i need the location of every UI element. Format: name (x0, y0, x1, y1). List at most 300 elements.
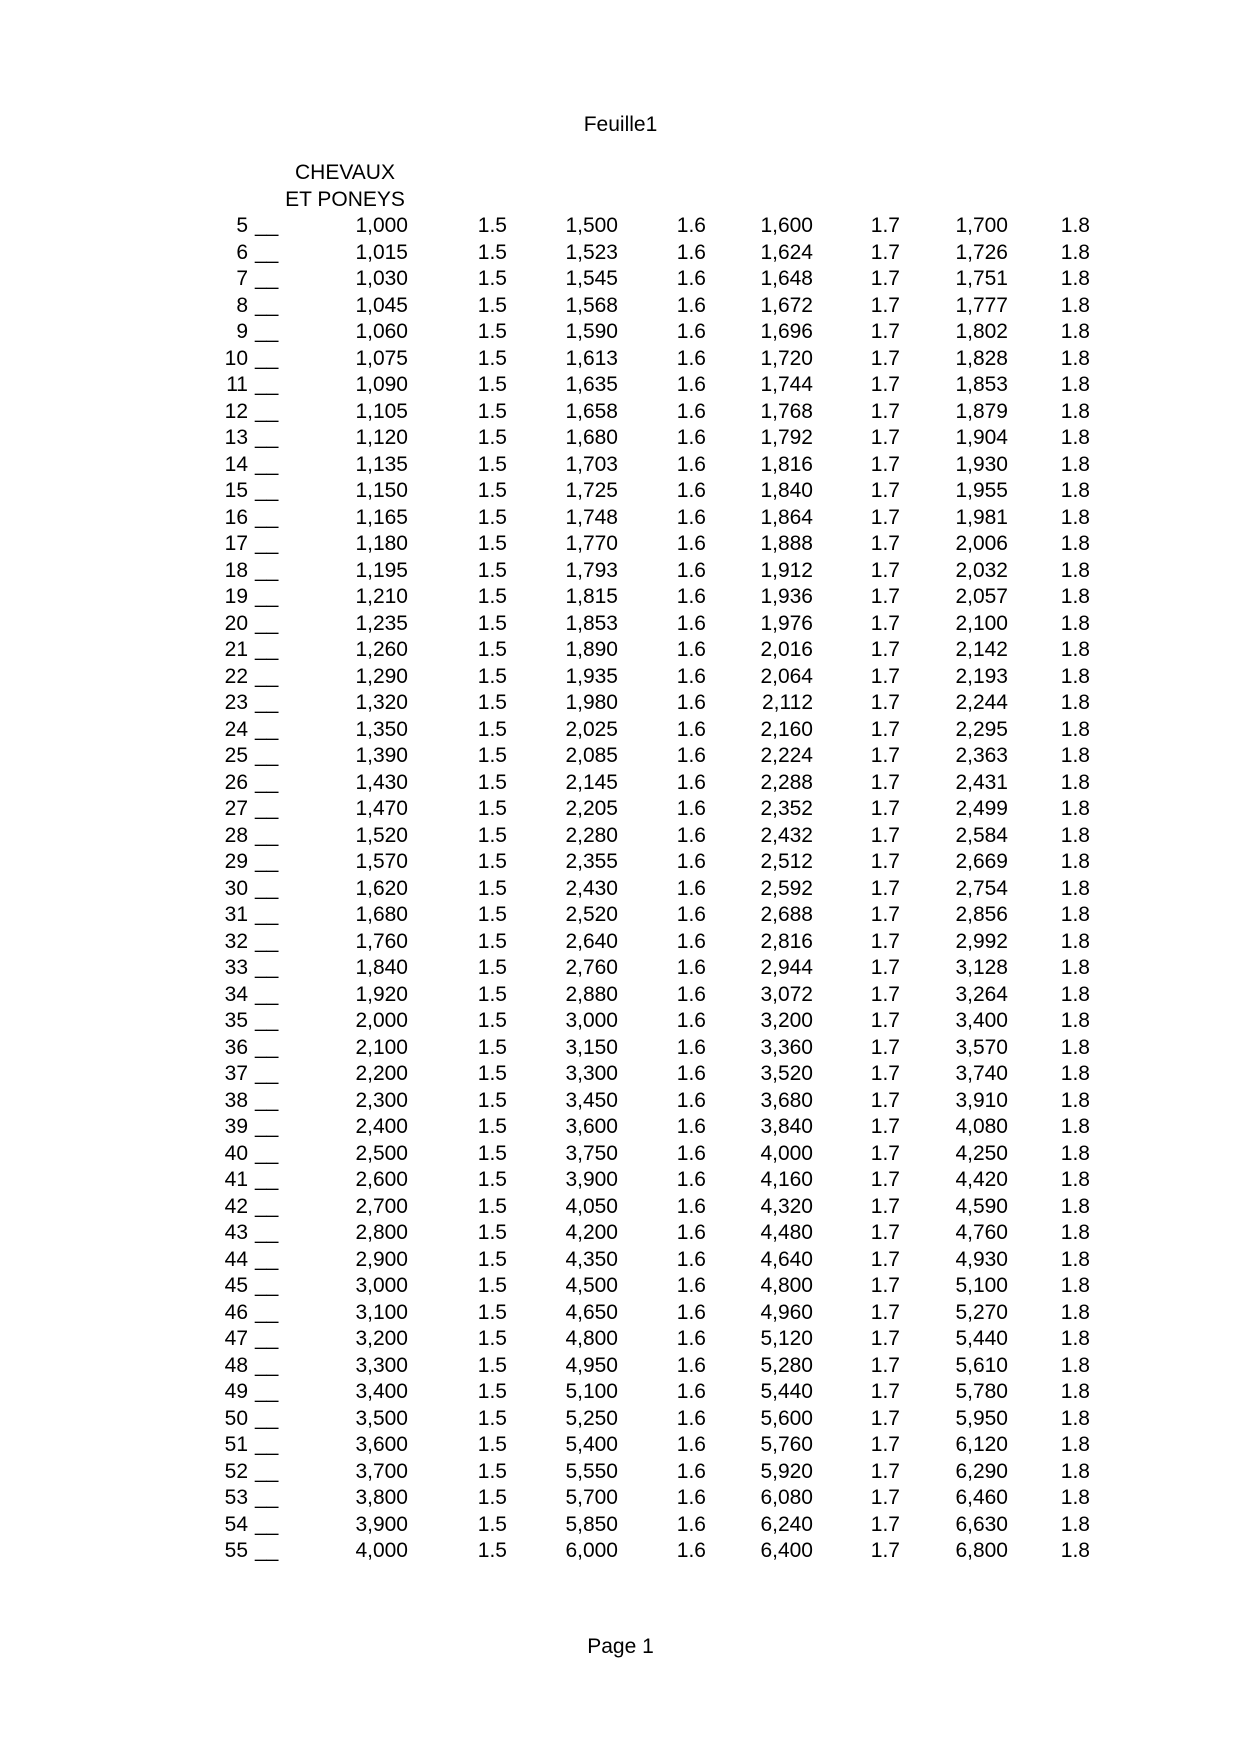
value-times-1-6-cell: 6,080 (760, 1486, 813, 1509)
multiplier-1-7-cell: 1.7 (870, 452, 900, 476)
value-times-1-5-cell: 5,700 (565, 1486, 618, 1509)
row-number-cell: 5 (236, 214, 248, 237)
table-row (190, 823, 1090, 850)
value-times-1-5-cell: 5,100 (565, 1380, 618, 1403)
base-value-cell: 3,000 (355, 1274, 408, 1297)
value-times-1-6-cell: 2,512 (760, 850, 813, 873)
row-mark-cell: __ (255, 929, 279, 953)
value-times-1-5-cell: 2,355 (565, 850, 618, 873)
multiplier-1-5-cell: 1.5 (477, 240, 507, 264)
base-value-cell: 2,300 (355, 1088, 408, 1112)
table-row (190, 1300, 1090, 1327)
value-times-1-7-cell: 1,904 (955, 426, 1008, 449)
row-number-cell: 45 (224, 1274, 248, 1297)
multiplier-1-7-cell: 1.7 (870, 1353, 900, 1377)
row-mark-cell: __ (255, 1115, 279, 1138)
value-times-1-6-cell: 4,320 (760, 1194, 813, 1218)
multiplier-1-6-cell: 1.6 (676, 1486, 706, 1509)
multiplier-1-7-cell: 1.7 (870, 1194, 900, 1218)
value-times-1-5-cell: 5,400 (565, 1433, 618, 1456)
value-times-1-7-cell: 5,440 (955, 1327, 1008, 1350)
multiplier-1-5-cell: 1.5 (477, 1539, 507, 1562)
multiplier-1-8-cell: 1.8 (1060, 1115, 1090, 1138)
multiplier-1-8-cell: 1.8 (1060, 691, 1090, 714)
row-number-cell: 15 (224, 479, 248, 502)
multiplier-1-7-cell: 1.7 (870, 982, 900, 1006)
base-value-cell: 1,520 (355, 823, 408, 847)
value-times-1-7-cell: 6,630 (955, 1512, 1008, 1536)
row-number-cell: 37 (224, 1062, 248, 1085)
base-value-cell: 1,015 (355, 240, 408, 264)
row-number-cell: 9 (236, 320, 248, 343)
row-number-cell: 30 (224, 876, 248, 900)
row-mark-cell: __ (255, 1194, 279, 1218)
multiplier-1-5-cell: 1.5 (477, 982, 507, 1006)
multiplier-1-5-cell: 1.5 (477, 611, 507, 635)
multiplier-1-6-cell: 1.6 (676, 744, 706, 767)
row-number-cell: 35 (224, 1009, 248, 1032)
value-times-1-7-cell: 1,828 (955, 346, 1008, 370)
multiplier-1-6-cell: 1.6 (676, 1009, 706, 1032)
row-number-cell: 23 (224, 691, 248, 714)
multiplier-1-7-cell: 1.7 (870, 717, 900, 741)
value-times-1-7-cell: 1,955 (955, 479, 1008, 502)
multiplier-1-6-cell: 1.6 (676, 770, 706, 794)
multiplier-1-6-cell: 1.6 (676, 267, 706, 290)
base-value-cell: 1,620 (355, 876, 408, 900)
multiplier-1-6-cell: 1.6 (676, 426, 706, 449)
multiplier-1-8-cell: 1.8 (1060, 1380, 1090, 1403)
value-times-1-5-cell: 3,600 (565, 1115, 618, 1138)
multiplier-1-6-cell: 1.6 (676, 903, 706, 926)
multiplier-1-5-cell: 1.5 (477, 479, 507, 502)
value-times-1-6-cell: 4,480 (760, 1221, 813, 1244)
table-row (190, 1114, 1090, 1141)
multiplier-1-7-cell: 1.7 (870, 532, 900, 555)
multiplier-1-6-cell: 1.6 (676, 1433, 706, 1456)
value-times-1-7-cell: 4,930 (955, 1247, 1008, 1271)
value-times-1-5-cell: 2,280 (565, 823, 618, 847)
value-times-1-7-cell: 2,100 (955, 611, 1008, 635)
multiplier-1-5-cell: 1.5 (477, 1380, 507, 1403)
row-number-cell: 47 (224, 1327, 248, 1350)
multiplier-1-8-cell: 1.8 (1060, 267, 1090, 290)
multiplier-1-8-cell: 1.8 (1060, 1141, 1090, 1165)
multiplier-1-8-cell: 1.8 (1060, 797, 1090, 820)
value-times-1-5-cell: 1,980 (565, 691, 618, 714)
base-value-cell: 1,920 (355, 982, 408, 1006)
multiplier-1-5-cell: 1.5 (477, 1062, 507, 1085)
value-times-1-7-cell: 5,780 (955, 1380, 1008, 1403)
value-times-1-5-cell: 2,520 (565, 903, 618, 926)
row-mark-cell: __ (255, 452, 279, 476)
table-row (190, 1088, 1090, 1115)
multiplier-1-5-cell: 1.5 (477, 452, 507, 476)
multiplier-1-7-cell: 1.7 (870, 1062, 900, 1085)
multiplier-1-8-cell: 1.8 (1060, 505, 1090, 529)
value-times-1-5-cell: 1,545 (565, 267, 618, 290)
row-mark-cell: __ (255, 691, 279, 714)
value-times-1-7-cell: 1,726 (955, 240, 1008, 264)
value-times-1-5-cell: 1,935 (565, 664, 618, 688)
row-number-cell: 21 (224, 638, 248, 661)
row-mark-cell: __ (255, 505, 279, 529)
row-number-cell: 17 (224, 532, 248, 555)
multiplier-1-8-cell: 1.8 (1060, 479, 1090, 502)
multiplier-1-7-cell: 1.7 (870, 1115, 900, 1138)
base-value-cell: 1,320 (355, 691, 408, 714)
value-times-1-5-cell: 1,680 (565, 426, 618, 449)
row-mark-cell: __ (255, 611, 279, 635)
base-value-cell: 1,350 (355, 717, 408, 741)
multiplier-1-6-cell: 1.6 (676, 638, 706, 661)
value-times-1-7-cell: 2,992 (955, 929, 1008, 953)
value-times-1-7-cell: 4,760 (955, 1221, 1008, 1244)
multiplier-1-7-cell: 1.7 (870, 850, 900, 873)
base-value-cell: 1,235 (355, 611, 408, 635)
value-times-1-6-cell: 1,720 (760, 346, 813, 370)
table-row (190, 1141, 1090, 1168)
value-times-1-6-cell: 2,064 (760, 664, 813, 688)
multiplier-1-7-cell: 1.7 (870, 1009, 900, 1032)
table-row (190, 452, 1090, 479)
value-times-1-5-cell: 4,950 (565, 1353, 618, 1377)
row-number-cell: 13 (224, 426, 248, 449)
value-times-1-6-cell: 5,760 (760, 1433, 813, 1456)
table-row (190, 1459, 1090, 1486)
table-title-line2: ET PONEYS (285, 187, 405, 211)
row-mark-cell: __ (255, 1300, 279, 1324)
multiplier-1-5-cell: 1.5 (477, 1115, 507, 1138)
multiplier-1-7-cell: 1.7 (870, 611, 900, 635)
table-row (190, 478, 1090, 505)
row-mark-cell: __ (255, 638, 279, 661)
multiplier-1-8-cell: 1.8 (1060, 1327, 1090, 1350)
table-row (190, 1273, 1090, 1300)
base-value-cell: 2,800 (355, 1221, 408, 1244)
row-number-cell: 27 (224, 797, 248, 820)
row-mark-cell: __ (255, 479, 279, 502)
multiplier-1-7-cell: 1.7 (870, 876, 900, 900)
multiplier-1-8-cell: 1.8 (1060, 1168, 1090, 1191)
multiplier-1-6-cell: 1.6 (676, 1380, 706, 1403)
multiplier-1-5-cell: 1.5 (477, 320, 507, 343)
base-value-cell: 2,900 (355, 1247, 408, 1271)
multiplier-1-8-cell: 1.8 (1060, 1512, 1090, 1536)
multiplier-1-6-cell: 1.6 (676, 346, 706, 370)
value-times-1-7-cell: 4,080 (955, 1115, 1008, 1138)
multiplier-1-6-cell: 1.6 (676, 1141, 706, 1165)
value-times-1-5-cell: 2,085 (565, 744, 618, 767)
value-times-1-5-cell: 4,050 (565, 1194, 618, 1218)
sheet-name-header: Feuille1 (583, 113, 658, 136)
table-row (190, 425, 1090, 452)
value-times-1-5-cell: 4,650 (565, 1300, 618, 1324)
row-number-cell: 51 (224, 1433, 248, 1456)
base-value-cell: 3,300 (355, 1353, 408, 1377)
value-times-1-6-cell: 5,600 (760, 1406, 813, 1430)
value-times-1-7-cell: 1,930 (955, 452, 1008, 476)
multiplier-1-6-cell: 1.6 (676, 1168, 706, 1191)
multiplier-1-5-cell: 1.5 (477, 1194, 507, 1218)
value-times-1-6-cell: 1,600 (760, 214, 813, 237)
row-mark-cell: __ (255, 1247, 279, 1271)
table-row (190, 690, 1090, 717)
multiplier-1-8-cell: 1.8 (1060, 1486, 1090, 1509)
multiplier-1-7-cell: 1.7 (870, 770, 900, 794)
multiplier-1-5-cell: 1.5 (477, 744, 507, 767)
multiplier-1-5-cell: 1.5 (477, 293, 507, 317)
multiplier-1-6-cell: 1.6 (676, 1088, 706, 1112)
value-times-1-7-cell: 3,910 (955, 1088, 1008, 1112)
row-number-cell: 8 (236, 293, 248, 317)
multiplier-1-8-cell: 1.8 (1060, 240, 1090, 264)
base-value-cell: 1,260 (355, 638, 408, 661)
multiplier-1-5-cell: 1.5 (477, 1300, 507, 1324)
value-times-1-5-cell: 5,250 (565, 1406, 618, 1430)
multiplier-1-6-cell: 1.6 (676, 876, 706, 900)
multiplier-1-5-cell: 1.5 (477, 373, 507, 396)
multiplier-1-7-cell: 1.7 (870, 1380, 900, 1403)
multiplier-1-6-cell: 1.6 (676, 850, 706, 873)
multiplier-1-7-cell: 1.7 (870, 823, 900, 847)
multiplier-1-7-cell: 1.7 (870, 1274, 900, 1297)
value-times-1-5-cell: 1,725 (565, 479, 618, 502)
multiplier-1-5-cell: 1.5 (477, 717, 507, 741)
multiplier-1-8-cell: 1.8 (1060, 1433, 1090, 1456)
multiplier-1-7-cell: 1.7 (870, 399, 900, 423)
multiplier-1-8-cell: 1.8 (1060, 346, 1090, 370)
multiplier-1-6-cell: 1.6 (676, 1512, 706, 1536)
value-times-1-7-cell: 3,740 (955, 1062, 1008, 1085)
table-row (190, 372, 1090, 399)
value-times-1-5-cell: 2,145 (565, 770, 618, 794)
multiplier-1-8-cell: 1.8 (1060, 1009, 1090, 1032)
multiplier-1-7-cell: 1.7 (870, 1433, 900, 1456)
multiplier-1-7-cell: 1.7 (870, 903, 900, 926)
row-number-cell: 49 (224, 1380, 248, 1403)
row-number-cell: 18 (224, 558, 248, 582)
row-mark-cell: __ (255, 744, 279, 767)
row-number-cell: 31 (224, 903, 248, 926)
row-number-cell: 33 (224, 956, 248, 979)
multiplier-1-8-cell: 1.8 (1060, 373, 1090, 396)
value-times-1-7-cell: 2,856 (955, 903, 1008, 926)
value-times-1-7-cell: 1,751 (955, 267, 1008, 290)
multiplier-1-6-cell: 1.6 (676, 956, 706, 979)
table-row (190, 849, 1090, 876)
value-times-1-7-cell: 3,128 (955, 956, 1008, 979)
base-value-cell: 2,100 (355, 1035, 408, 1059)
row-number-cell: 36 (224, 1035, 248, 1059)
multiplier-1-7-cell: 1.7 (870, 558, 900, 582)
value-times-1-7-cell: 1,700 (955, 214, 1008, 237)
value-times-1-5-cell: 4,350 (565, 1247, 618, 1271)
value-times-1-5-cell: 3,150 (565, 1035, 618, 1059)
multiplier-1-6-cell: 1.6 (676, 691, 706, 714)
row-mark-cell: __ (255, 1035, 279, 1059)
multiplier-1-5-cell: 1.5 (477, 267, 507, 290)
base-value-cell: 1,390 (355, 744, 408, 767)
multiplier-1-8-cell: 1.8 (1060, 1459, 1090, 1483)
value-times-1-6-cell: 1,768 (760, 399, 813, 423)
base-value-cell: 1,000 (355, 214, 408, 237)
value-times-1-5-cell: 1,770 (565, 532, 618, 555)
row-mark-cell: __ (255, 956, 279, 979)
multiplier-1-8-cell: 1.8 (1060, 903, 1090, 926)
table-row (190, 1008, 1090, 1035)
value-times-1-7-cell: 3,570 (955, 1035, 1008, 1059)
multiplier-1-6-cell: 1.6 (676, 505, 706, 529)
multiplier-1-7-cell: 1.7 (870, 1459, 900, 1483)
value-times-1-6-cell: 2,016 (760, 638, 813, 661)
value-times-1-5-cell: 1,890 (565, 638, 618, 661)
row-mark-cell: __ (255, 770, 279, 794)
multiplier-1-8-cell: 1.8 (1060, 1406, 1090, 1430)
value-times-1-7-cell: 5,950 (955, 1406, 1008, 1430)
row-mark-cell: __ (255, 1512, 279, 1536)
value-times-1-7-cell: 2,057 (955, 585, 1008, 608)
multiplier-1-8-cell: 1.8 (1060, 399, 1090, 423)
value-times-1-7-cell: 5,270 (955, 1300, 1008, 1324)
table-row (190, 346, 1090, 373)
base-value-cell: 1,430 (355, 770, 408, 794)
row-number-cell: 38 (224, 1088, 248, 1112)
row-mark-cell: __ (255, 1274, 279, 1297)
value-times-1-6-cell: 2,944 (760, 956, 813, 979)
base-value-cell: 3,400 (355, 1380, 408, 1403)
value-times-1-7-cell: 4,590 (955, 1194, 1008, 1218)
row-mark-cell: __ (255, 876, 279, 900)
multiplier-1-6-cell: 1.6 (676, 1327, 706, 1350)
value-times-1-7-cell: 6,460 (955, 1486, 1008, 1509)
multiplier-1-8-cell: 1.8 (1060, 1274, 1090, 1297)
multiplier-1-5-cell: 1.5 (477, 1035, 507, 1059)
value-times-1-7-cell: 2,032 (955, 558, 1008, 582)
row-number-cell: 39 (224, 1115, 248, 1138)
multiplier-1-8-cell: 1.8 (1060, 1247, 1090, 1271)
value-times-1-6-cell: 1,976 (760, 611, 813, 635)
base-value-cell: 1,210 (355, 585, 408, 608)
row-mark-cell: __ (255, 1433, 279, 1456)
table-row (190, 1247, 1090, 1274)
base-value-cell: 2,200 (355, 1062, 408, 1085)
row-number-cell: 41 (224, 1168, 248, 1191)
multiplier-1-5-cell: 1.5 (477, 956, 507, 979)
base-value-cell: 1,180 (355, 532, 408, 555)
value-times-1-7-cell: 2,363 (955, 744, 1008, 767)
row-number-cell: 40 (224, 1141, 248, 1165)
table-row (190, 902, 1090, 929)
row-mark-cell: __ (255, 240, 279, 264)
multiplier-1-6-cell: 1.6 (676, 373, 706, 396)
multiplier-1-7-cell: 1.7 (870, 346, 900, 370)
row-mark-cell: __ (255, 903, 279, 926)
multiplier-1-5-cell: 1.5 (477, 558, 507, 582)
value-times-1-6-cell: 5,280 (760, 1353, 813, 1377)
table-title-row (190, 187, 1090, 214)
row-mark-cell: __ (255, 1539, 279, 1562)
base-value-cell: 1,045 (355, 293, 408, 317)
value-times-1-6-cell: 2,352 (760, 797, 813, 820)
multiplier-1-6-cell: 1.6 (676, 585, 706, 608)
row-mark-cell: __ (255, 267, 279, 290)
value-times-1-5-cell: 2,640 (565, 929, 618, 953)
table-row (190, 1061, 1090, 1088)
multiplier-1-7-cell: 1.7 (870, 373, 900, 396)
multiplier-1-7-cell: 1.7 (870, 214, 900, 237)
value-times-1-6-cell: 2,688 (760, 903, 813, 926)
value-times-1-7-cell: 2,193 (955, 664, 1008, 688)
row-number-cell: 54 (224, 1512, 248, 1536)
row-mark-cell: __ (255, 1088, 279, 1112)
multiplier-1-6-cell: 1.6 (676, 929, 706, 953)
multiplier-1-6-cell: 1.6 (676, 1539, 706, 1562)
multiplier-1-8-cell: 1.8 (1060, 982, 1090, 1006)
value-times-1-5-cell: 4,800 (565, 1327, 618, 1350)
value-times-1-6-cell: 4,640 (760, 1247, 813, 1271)
multiplier-1-5-cell: 1.5 (477, 1327, 507, 1350)
value-times-1-7-cell: 3,400 (955, 1009, 1008, 1032)
table-row (190, 213, 1090, 240)
multiplier-1-8-cell: 1.8 (1060, 929, 1090, 953)
multiplier-1-5-cell: 1.5 (477, 929, 507, 953)
value-times-1-5-cell: 2,430 (565, 876, 618, 900)
row-number-cell: 16 (224, 505, 248, 529)
row-number-cell: 55 (224, 1539, 248, 1562)
multiplier-1-6-cell: 1.6 (676, 1300, 706, 1324)
row-number-cell: 29 (224, 850, 248, 873)
value-times-1-7-cell: 2,669 (955, 850, 1008, 873)
data-table (190, 160, 1090, 1565)
value-times-1-7-cell: 2,431 (955, 770, 1008, 794)
row-mark-cell: __ (255, 664, 279, 688)
value-times-1-6-cell: 2,224 (760, 744, 813, 767)
value-times-1-7-cell: 5,610 (955, 1353, 1008, 1377)
multiplier-1-5-cell: 1.5 (477, 1459, 507, 1483)
base-value-cell: 1,120 (355, 426, 408, 449)
value-times-1-6-cell: 1,624 (760, 240, 813, 264)
multiplier-1-7-cell: 1.7 (870, 1512, 900, 1536)
multiplier-1-7-cell: 1.7 (870, 1247, 900, 1271)
multiplier-1-7-cell: 1.7 (870, 1088, 900, 1112)
row-number-cell: 26 (224, 770, 248, 794)
table-row (190, 1432, 1090, 1459)
multiplier-1-6-cell: 1.6 (676, 452, 706, 476)
value-times-1-6-cell: 3,360 (760, 1035, 813, 1059)
multiplier-1-7-cell: 1.7 (870, 1486, 900, 1509)
table-row (190, 982, 1090, 1009)
multiplier-1-6-cell: 1.6 (676, 1062, 706, 1085)
table-row (190, 266, 1090, 293)
multiplier-1-6-cell: 1.6 (676, 320, 706, 343)
multiplier-1-7-cell: 1.7 (870, 320, 900, 343)
value-times-1-7-cell: 2,754 (955, 876, 1008, 900)
multiplier-1-7-cell: 1.7 (870, 1141, 900, 1165)
base-value-cell: 2,400 (355, 1115, 408, 1138)
multiplier-1-6-cell: 1.6 (676, 214, 706, 237)
value-times-1-5-cell: 5,850 (565, 1512, 618, 1536)
value-times-1-5-cell: 3,750 (565, 1141, 618, 1165)
value-times-1-5-cell: 6,000 (565, 1539, 618, 1562)
multiplier-1-7-cell: 1.7 (870, 664, 900, 688)
multiplier-1-8-cell: 1.8 (1060, 850, 1090, 873)
multiplier-1-6-cell: 1.6 (676, 1406, 706, 1430)
value-times-1-7-cell: 1,802 (955, 320, 1008, 343)
base-value-cell: 1,195 (355, 558, 408, 582)
value-times-1-6-cell: 4,800 (760, 1274, 813, 1297)
table-body (190, 160, 1090, 1565)
